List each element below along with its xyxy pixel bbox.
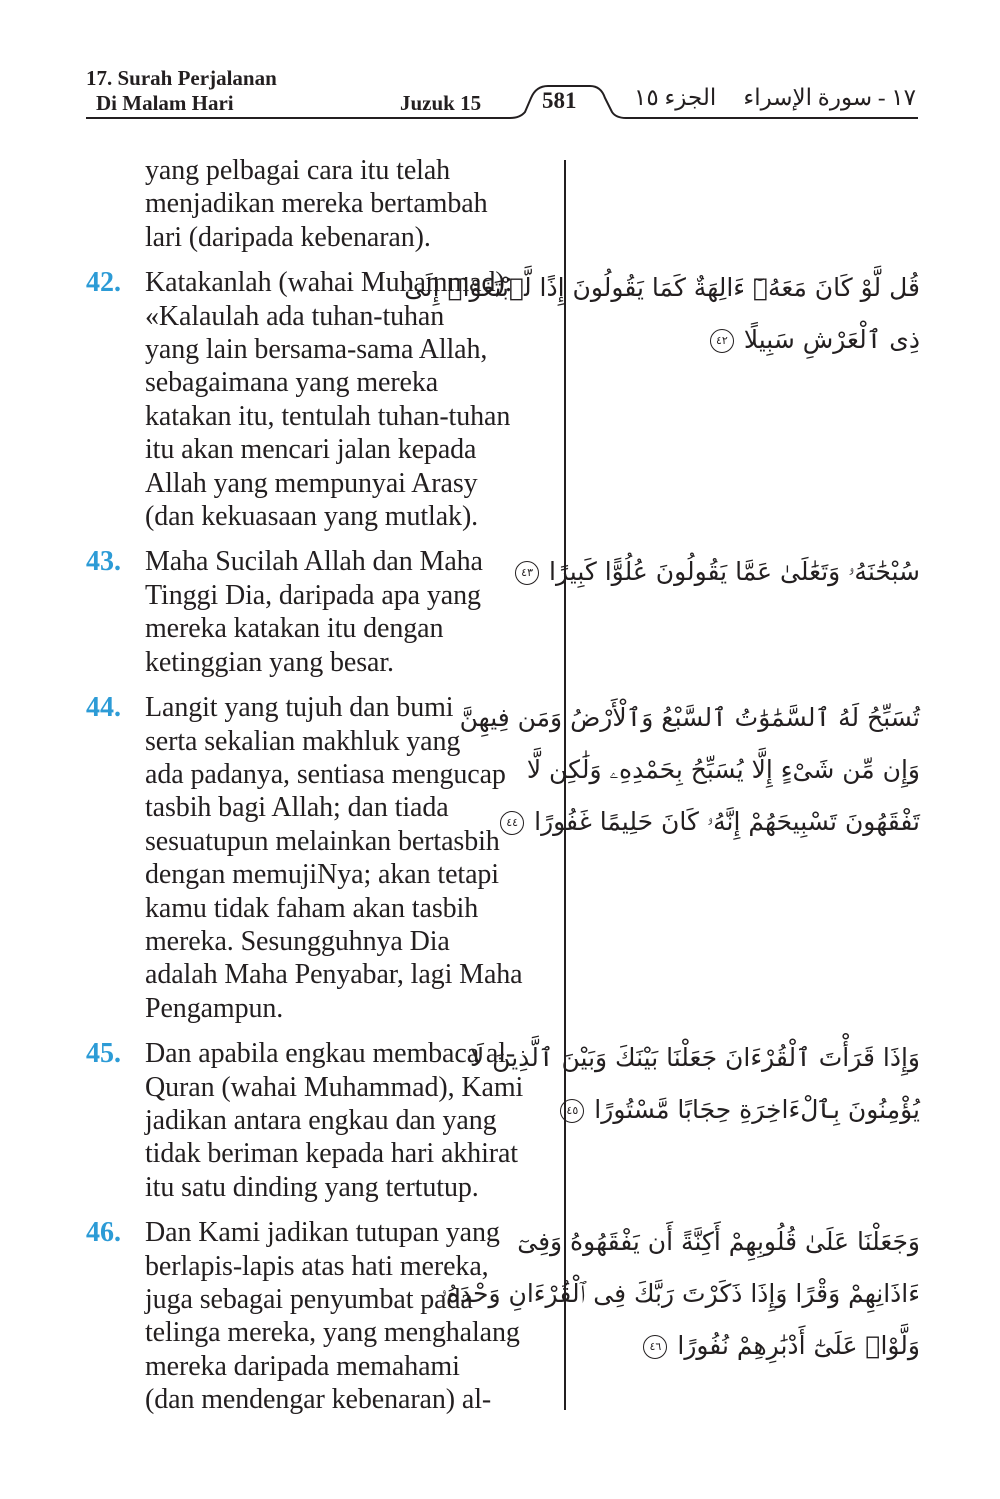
text-line: serta sekalian makhluk yang (145, 725, 461, 757)
ayah-number-marker: ٤٦ (643, 1335, 667, 1359)
verse-43 (86, 545, 560, 679)
text-line: itu akan mencari jalan kepada (145, 434, 477, 466)
header-arabic-juz: الجزء ١٥ (634, 85, 717, 110)
ayah-number-marker: ٤٢ (710, 329, 734, 353)
verse-translation (145, 545, 560, 679)
text-line: kamu tidak faham akan tasbih (145, 892, 479, 924)
text-line: sebagaimana yang mereka (145, 367, 439, 399)
arabic-line (521, 546, 920, 598)
text-line: adalah Maha Penyabar, lagi Maha (145, 959, 523, 991)
text-line: telinga mereka, yang menghalang (145, 1317, 520, 1349)
text-line: Langit yang tujuh dan bumi (145, 692, 454, 724)
arabic-line: وَإِن مِّن شَىْءٍ إِلَّا يُسَبِّحُ بِحَمْدِهِۦ وَلَٰكِن لَّا (526, 755, 920, 784)
arabic-text: يُؤْمِنُونَ بِٱلْءَاخِرَةِ حِجَابًا مَّسْتُورًا (594, 1095, 920, 1124)
text-line: yang pelbagai cara itu telah (145, 155, 451, 186)
text-line: Tinggi Dia, daripada apa yang (145, 579, 481, 611)
arabic-verse-42 (404, 262, 920, 366)
text-line: yang lain bersama-sama Allah, (145, 334, 488, 366)
text-line: Allah yang mempunyai Arasy (145, 467, 478, 499)
arabic-line: قُل لَّوْ كَانَ مَعَهُۥٓ ءَالِهَةٌ كَمَا يَقُولُونَ إِذًا لَّٱبْتَغَوْا۟ إِلَىٰ (404, 273, 920, 302)
text-line: Maha Sucilah Allah dan Maha (145, 546, 483, 578)
text-line: juga sebagai penyumbat pada (145, 1284, 473, 1315)
text-line: tidak beriman kepada hari akhirat (145, 1138, 518, 1170)
text-line: menjadikan mereka bertambah (145, 188, 488, 220)
verse-number: 46. (86, 1217, 121, 1249)
text-line: Dan apabila engkau membaca al- (145, 1038, 516, 1070)
verse-number: 43. (86, 546, 121, 578)
arabic-verse-46 (440, 1216, 920, 1372)
ayah-number-marker: ٤٥ (560, 1099, 584, 1123)
text-line: ketinggian yang besar. (145, 646, 394, 678)
text-line: Dan Kami jadikan tutupan yang (145, 1217, 500, 1249)
arabic-verse-43 (521, 546, 920, 598)
text-line: Katakanlah (wahai Muhammad): (145, 267, 513, 299)
text-line: (dan kekuasaan yang mutlak). (145, 501, 479, 533)
arabic-text: وَلَّوْا۟ عَلَىٰٓ أَدْبَٰرِهِمْ نُفُورًا (677, 1331, 920, 1360)
text-line: mereka katakan itu dengan (145, 613, 444, 645)
page-number: 581 (542, 88, 577, 113)
arabic-line: وَإِذَا قَرَأْتَ ٱلْقُرْءَانَ جَعَلْنَا بَيْنَكَ وَبَيْنَ ٱلَّذِينَ لَا (469, 1043, 920, 1072)
header-surah-subtitle: Di Malam Hari (96, 91, 234, 115)
text-line: ada padanya, sentiasa mengucap (145, 758, 506, 790)
text-line: tasbih bagi Allah; dan tiada (145, 792, 449, 824)
text-line: «Kalaulah ada tuhan-tuhan (145, 300, 445, 332)
arabic-line (506, 796, 920, 848)
arabic-line (590, 314, 920, 366)
text-line: mereka. Sesungguhnya Dia (145, 925, 450, 957)
text-line: lari (daripada kebenaran). (145, 221, 431, 253)
arabic-line: وَجَعَلْنَا عَلَىٰ قُلُوبِهِمْ أَكِنَّةً أَن يَفْقَهُوهُ وَفِىٓ (517, 1227, 920, 1256)
verse-number: 42. (86, 267, 121, 299)
arabic-line (590, 1320, 920, 1372)
text-line: Pengampun. (145, 992, 284, 1024)
text-line: dengan memujiNya; akan tetapi (145, 859, 499, 891)
ayah-number-marker: ٤٤ (500, 811, 524, 835)
header-juzuk: Juzuk 15 (400, 91, 482, 115)
continuation-text (145, 154, 560, 254)
translation-column (86, 154, 560, 1417)
text-line: jadikan antara engkau dan yang (145, 1104, 497, 1136)
arabic-line (566, 1084, 920, 1136)
text-line: sesuatupun melainkan bertasbih (145, 825, 500, 857)
arabic-text: سُبْحَٰنَهُۥ وَتَعَٰلَىٰ عَمَّا يَقُولُونَ عُلُوًّا كَبِيرًا (549, 557, 920, 586)
text-line: itu satu dinding yang tertutup. (145, 1171, 479, 1203)
ayah-number-marker: ٤٣ (515, 561, 539, 585)
arabic-text: ذِى ٱلْعَرْشِ سَبِيلًا (743, 325, 920, 354)
arabic-line: ءَاذَانِهِمْ وَقْرًا وَإِذَا ذَكَرْتَ رَبَّكَ فِى ٱلْقُرْءَانِ وَحْدَهُۥ (440, 1279, 920, 1308)
arabic-text: تَفْقَهُونَ تَسْبِيحَهُمْ إِنَّهُۥ كَانَ حَلِيمًا غَفُورًا (534, 807, 920, 836)
arabic-line: تُسَبِّحُ لَهُ ٱلسَّمَٰوَٰتُ ٱلسَّبْعُ وَٱلْأَرْضُ وَمَن فِيهِنَّ (459, 703, 920, 732)
verse-number: 44. (86, 692, 121, 724)
header-surah-title: 17. Surah Perjalanan (86, 66, 277, 90)
header-rule (0, 0, 1000, 130)
text-line: Quran (wahai Muhammad), Kami (145, 1071, 524, 1103)
text-line: (dan mendengar kebenaran) al- (145, 1384, 492, 1416)
text-line: berlapis-lapis atas hati mereka, (145, 1250, 489, 1282)
text-line: mereka daripada memahami (145, 1350, 460, 1382)
arabic-verse-45 (469, 1032, 920, 1136)
text-line: katakan itu, tentulah tuhan-tuhan (145, 400, 511, 432)
header-arabic-surah: ١٧ - سورة الإسراء (743, 85, 916, 110)
verse-number: 45. (86, 1038, 121, 1070)
arabic-verse-44 (459, 692, 920, 848)
